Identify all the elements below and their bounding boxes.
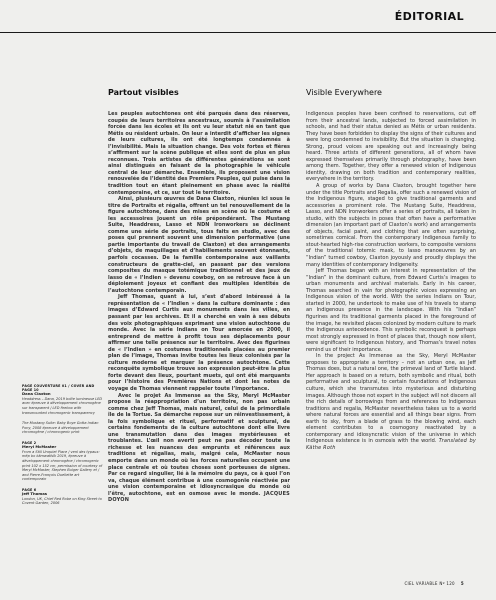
french-paragraph: Jeff Thomas, quant à lui, s’est d’abord intéressé à la représentation de « l’Indien » dans la culture dominante : des images d’Edward Curtis aux monuments dans les villes, en passant par les archives. Et il a cherché en vain à ses débuts des voix photographiques exprimant une vision autochtone du monde. Avec la série Indians on Tour amorcée en 2000, il entreprend de mettre à profit tous ses déplacements pour affirmer une telle présence sur le territoire. Avec des figurines de « l’Indien » en costumes traditionnels placées au premier plan de l’image, Thomas invite toutes les lieux colonisés par la culture moderne et marquer la présence autochtone. Cette reconquête symbolique trouve son expression peut-être la plus forte devant des lieux, pourtant muets, qui ont été marquants pour l’histoire des Premières Nations et dont les notes de voyage de Thomas viennent rappeler toute l’importance. (108, 294, 290, 392)
caption (22, 384, 104, 415)
caption-body: London, UK, Chief Red Robe on King Street to Covent Garden, 2006 (22, 496, 102, 506)
english-paragraph: Jeff Thomas began with an interest in representation of the “Indian” in the dominant culture, from Edward Curtis’s images to urban monuments and archival materials. Early in his career, Thomas searched in vain for photographic voices expressing an Indigenous vision of the world. With the series Indians on Tour, started in 2000, he undertook to make use of his travels to stamp an Indigenous presence in the landscape. With his “Indian” figurines and its traditional garments placed in the foreground of the image, he revisited places colonized by modern culture to mark the Indigenous antecedence. This symbolic reconquest is perhaps most strongly expressed in front of places that, though now silent, were significant to Indigenous history, and Thomas’s travel notes remind us of their importance. (306, 268, 476, 353)
caption-page: PAGE 6 (22, 487, 37, 492)
caption-page: PAGE COUVERTURE 01 / COVER AND PAGE 10 (22, 384, 95, 392)
caption-body: From a Still Unquiet Place / venl des typaux: mép bo kāmwatīsīk 2019, épreuve à développement chromogène / chromogenic print 102 x 152 cm, permission of courtesy of Meryl McMaster, Stephen Bulger Gallery et / and Pierre-François Ouellette art contemporain (22, 449, 103, 482)
caption-page: PAGE 2 (22, 440, 37, 445)
caption-artist: Dana Claxton (22, 391, 51, 396)
french-signature: JACQUES DOYON (108, 490, 290, 504)
english-column (306, 88, 476, 451)
french-column (108, 88, 290, 504)
caption (22, 488, 104, 506)
caption-artist: Meryl McMaster (22, 443, 57, 449)
caption-artist: Jeff Thomas (22, 490, 48, 496)
caption (22, 441, 104, 482)
image-captions (22, 384, 104, 512)
french-title: Partout visibles (108, 88, 179, 97)
english-paragraph (306, 353, 476, 451)
magazine-name: CIEL VARIABLE Nº 120 (404, 581, 455, 586)
caption (22, 421, 104, 435)
english-paragraph: A group of works by Dana Claxton, brought together here under the title Portraits and Regalia, offer such a renewed vision of the Indigenous figure, staged to give traditional garments and accessories a prominent role. The Mustang Suite, Headdress, Lasso, and NDN Ironworkers offer a series of portraits, all taken in studio, with the subjects in poses that often have a performative dimension (an important part of Claxton’s work) and arrangements of objects, facial paint, and clothing that are often surprising, sometimes comical. From the contemporary Indigenous family to stout-hearted high-rise construction workers, to composite versions of the traditional totemic mask, to lasso manoeuvres by an “Indian” turned cowboy, Claxton joyously and proudly displays the many identities of contemporary Indigeneity. (306, 183, 476, 268)
page-header (0, 0, 496, 33)
french-paragraph: Les peuples autochtones ont été parqués dans des réserves, coupés de leurs territoires ancestraux, soumis à l’assimilation forcée dans les écoles et ils ont vu leur statut nié en tant que Métis ou résident urbain. On leur a interdit d’afficher les signes de leurs cultures, ils ont été longtemps condamnés à l’invisibilité. Mais la situation change. Des voix fortes et fières s’affirment sur la scène publique et elles sont de plus en plus reconnues. Trois artistes de différentes générations se sont ainsi distingués en faisant de la photographie le véhicule central de leur démarche. Ensemble, ils proposent une vision renouvelée de l’identité des Premiers Peuples, qui puise dans la tradition tout en étant pleinement en phase avec la réalité contemporaine, et ce, sur tout le territoire. (108, 111, 290, 196)
section-title: ÉDITORIAL (394, 10, 464, 23)
french-paragraph (108, 393, 290, 504)
english-signature: Translated by Käthe Roth (306, 438, 477, 451)
caption-body: Headdress – Dana, 2019 boîte lumineuse LED avec épreuve à développement chromogène sur transparent / LED firebox with transmounted chromogenic transparency (22, 396, 103, 415)
french-paragraph-text: Avec le projet As Immense as the Sky, Meryl McMaster propose la réappropriation d’un territoire, non pas urbain comme chez Jeff Thomas, mais naturel, celui de la primordiale île de la Tortue. Sa démarche repose sur un réinvestissement, à la fois symbolique et rituel, performatif et sculptural, de certains fondements de la culture autochtone dont elle livre une transmutation dans des images mystérieuses et troublantes. L’œil non averti peut ne pas décoder toute la richesse et les nuances des emprunts et références aux traditions et régalias, mais, malgré cela, McMaster nous emporte dans un monde où les forces naturelles occupent une place centrale et où toutes choses sont porteuses de signes. Par ce regard singulier, lié à la mémoire du pays, ce à quoi l’on va, chaque élément contribue à une cosmogonie réactivée par une vision contemporaine et idiosyncrasique du monde où l’être, autochtone, est en osmose avec le monde. (108, 392, 290, 497)
english-paragraph: Indigenous peoples have been confined to reservations, cut off from their ancestral lands, subjected to forced assimilation in schools, and had their status denied as Métis or urban residents. They have been forbidden to display the signs of their cultures and were long condemned to invisibility. But the situation is changing. Strong, proud voices are speaking out and increasingly being heard. Three artists of different generations, all of whom have expressed themselves primarily through photography, have been among them. Together, they offer a renewed vision of Indigenous identity, drawing on both tradition and contemporary realities, everywhere in the territory. (306, 111, 476, 183)
french-paragraph: Ainsi, plusieurs œuvres de Dana Claxton, réunies ici sous le titre de Portraits et régalia, offrent un tel renouvellement de la figure autochtone, dans des mises en scène où le costume et les accessoires jouent un rôle prépondérant. The Mustang Suite, Headdress, Lasso et NDN Ironworkers se déclinent comme une série de portraits, tous faits en studio, avec des poses qui prennent souvent une dimension performative (une partie importante du travail de Claxton) et des arrangements d’objets, de maquillages et d’habillements souvent étonnants, parfois cocasses. De la famille contemporaine aux vaillants constructeurs de gratte-ciel, en passant par des versions composites du masque totémique traditionnel et des jeux de lasso de « l’Indien » devenu cowboy, on se retrouve face à un déploiement joyeux et confiant des multiples identités de l’autochtone contemporain. (108, 196, 290, 294)
page-footer (404, 581, 464, 586)
caption-body: The Mustang Suite: Baby Boye Gotta Indian Pony, 2008 épreuve à développement chromogène / chromogenic print (22, 421, 99, 435)
english-paragraph-text: In the project As Immense as the Sky, Meryl McMaster proposes to appropriate a territory – not an urban one, as Jeff Thomas does, but a natural one, the primeval land of Turtle Island. Her approach is based on a return, both symbolic and ritual, both performative and sculptural, to certain foundations of Indigenous culture, which she transmutes into mysterious and disturbing images. Although those not expert in the subject will not discern all the rich details of borrowings from and references to Indigenous traditions and regalia, McMaster nevertheless takes us to a world where natural forces are essential and all things bear signs. From earth to sky, from a blade of grass to the blowing wind, each element contributes to a cosmogony reactivated by a contemporary and idiosyncratic vision of the universe in which Indigenous existence is in osmosis with the world. (306, 353, 476, 445)
english-title: Visible Everywhere (306, 88, 382, 97)
page-number: 5 (460, 581, 464, 586)
